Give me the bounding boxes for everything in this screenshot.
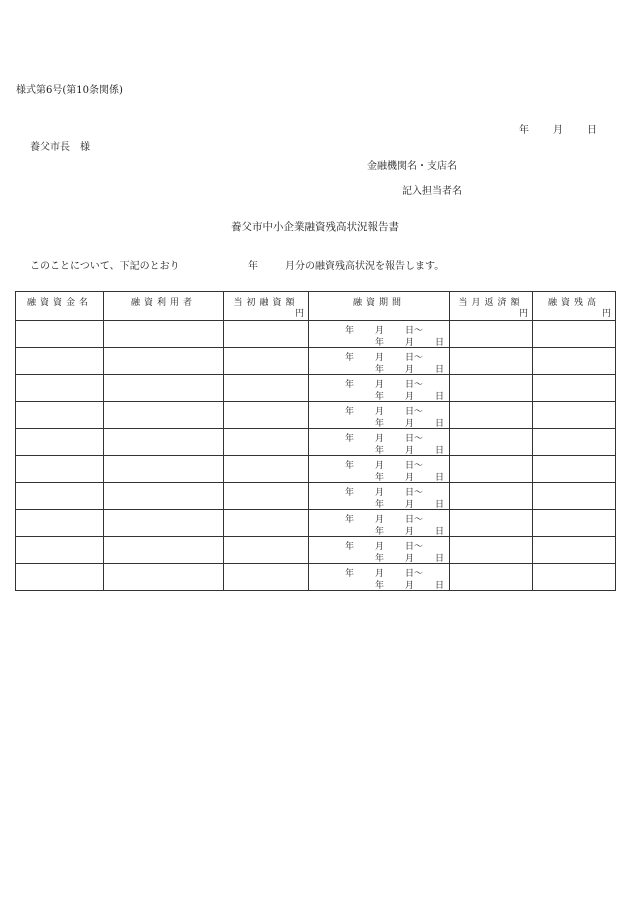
yen-unit: 円 <box>294 309 304 319</box>
initial-amount-cell[interactable] <box>224 321 309 348</box>
period-start: 年 月 日〜 <box>345 569 424 579</box>
balance-cell[interactable] <box>533 402 616 429</box>
repayment-cell[interactable] <box>450 375 533 402</box>
period-cell[interactable] <box>309 321 450 348</box>
date-year: 年 <box>519 125 529 136</box>
header-borrower: 融資利用者 <box>104 292 224 321</box>
period-cell[interactable] <box>309 456 450 483</box>
table-header-row <box>16 292 616 321</box>
period-cell[interactable] <box>309 537 450 564</box>
period-cell[interactable] <box>309 510 450 537</box>
fund-name-cell[interactable] <box>16 564 104 591</box>
initial-amount-cell[interactable] <box>224 510 309 537</box>
borrower-cell[interactable] <box>104 321 224 348</box>
header-initial-amount: 当初融資額 円 <box>224 292 309 321</box>
table-row <box>16 564 616 591</box>
period-start: 年 月 日〜 <box>345 515 424 525</box>
balance-cell[interactable] <box>533 429 616 456</box>
borrower-cell[interactable] <box>104 564 224 591</box>
header-balance: 融資残高 円 <box>533 292 616 321</box>
period-end: 年 月 日 <box>375 392 445 402</box>
period-start: 年 月 日〜 <box>345 542 424 552</box>
period-cell[interactable] <box>309 348 450 375</box>
balance-cell[interactable] <box>533 564 616 591</box>
balance-cell[interactable] <box>533 510 616 537</box>
period-end: 年 月 日 <box>375 473 445 483</box>
bank-name-label: 金融機関名・支店名 <box>367 161 457 172</box>
initial-amount-cell[interactable] <box>224 456 309 483</box>
table-row <box>16 402 616 429</box>
period-cell[interactable] <box>309 375 450 402</box>
borrower-cell[interactable] <box>104 402 224 429</box>
header-repayment: 当月返済額 円 <box>450 292 533 321</box>
table-row <box>16 510 616 537</box>
fund-name-cell[interactable] <box>16 402 104 429</box>
period-cell[interactable] <box>309 429 450 456</box>
table-row <box>16 537 616 564</box>
initial-amount-cell[interactable] <box>224 537 309 564</box>
period-start: 年 月 日〜 <box>345 434 424 444</box>
period-start: 年 月 日〜 <box>345 380 424 390</box>
balance-cell[interactable] <box>533 348 616 375</box>
initial-amount-cell[interactable] <box>224 429 309 456</box>
document-title: 養父市中小企業融資残高状況報告書 <box>231 221 399 233</box>
person-in-charge-label: 記入担当者名 <box>402 186 462 197</box>
period-start: 年 月 日〜 <box>345 326 424 336</box>
borrower-cell[interactable] <box>104 456 224 483</box>
date-line <box>519 121 597 136</box>
period-cell[interactable] <box>309 483 450 510</box>
table-row <box>16 375 616 402</box>
balance-cell[interactable] <box>533 483 616 510</box>
table-row <box>16 429 616 456</box>
fund-name-cell[interactable] <box>16 375 104 402</box>
borrower-cell[interactable] <box>104 375 224 402</box>
borrower-cell[interactable] <box>104 537 224 564</box>
repayment-cell[interactable] <box>450 483 533 510</box>
table-row <box>16 321 616 348</box>
fund-name-cell[interactable] <box>16 483 104 510</box>
repayment-cell[interactable] <box>450 537 533 564</box>
intro-year: 年 <box>248 261 258 272</box>
balance-report-table <box>15 291 616 591</box>
table-row <box>16 456 616 483</box>
period-start: 年 月 日〜 <box>345 488 424 498</box>
fund-name-cell[interactable] <box>16 537 104 564</box>
intro-sentence <box>30 257 444 272</box>
fund-name-cell[interactable] <box>16 456 104 483</box>
fund-name-cell[interactable] <box>16 429 104 456</box>
period-cell[interactable] <box>309 402 450 429</box>
borrower-cell[interactable] <box>104 429 224 456</box>
period-start: 年 月 日〜 <box>345 353 424 363</box>
period-end: 年 月 日 <box>375 581 445 591</box>
fund-name-cell[interactable] <box>16 321 104 348</box>
borrower-cell[interactable] <box>104 510 224 537</box>
initial-amount-cell[interactable] <box>224 402 309 429</box>
table-row <box>16 483 616 510</box>
borrower-cell[interactable] <box>104 348 224 375</box>
date-month: 月 <box>553 125 563 136</box>
borrower-cell[interactable] <box>104 483 224 510</box>
addressee: 養父市長 様 <box>30 142 90 153</box>
period-start: 年 月 日〜 <box>345 461 424 471</box>
period-start: 年 月 日〜 <box>345 407 424 417</box>
period-end: 年 月 日 <box>375 365 445 375</box>
period-end: 年 月 日 <box>375 527 445 537</box>
date-day: 日 <box>587 125 597 136</box>
balance-cell[interactable] <box>533 375 616 402</box>
repayment-cell[interactable] <box>450 429 533 456</box>
period-end: 年 月 日 <box>375 554 445 564</box>
initial-amount-cell[interactable] <box>224 564 309 591</box>
initial-amount-cell[interactable] <box>224 375 309 402</box>
intro-part1: このことについて、下記のとおり <box>30 261 180 272</box>
fund-name-cell[interactable] <box>16 510 104 537</box>
header-fund-name: 融資資金名 <box>16 292 104 321</box>
header-period: 融資期間 <box>309 292 450 321</box>
fund-name-cell[interactable] <box>16 348 104 375</box>
repayment-cell[interactable] <box>450 402 533 429</box>
repayment-cell[interactable] <box>450 321 533 348</box>
yen-unit: 円 <box>601 309 611 319</box>
initial-amount-cell[interactable] <box>224 348 309 375</box>
period-end: 年 月 日 <box>375 500 445 510</box>
period-end: 年 月 日 <box>375 338 445 348</box>
repayment-cell[interactable] <box>450 564 533 591</box>
form-number: 様式第6号(第10条関係) <box>16 85 123 96</box>
balance-cell[interactable] <box>533 321 616 348</box>
period-end: 年 月 日 <box>375 419 445 429</box>
balance-cell[interactable] <box>533 456 616 483</box>
yen-unit: 円 <box>518 309 528 319</box>
intro-part2: 月分の融資残高状況を報告します。 <box>285 261 445 272</box>
repayment-cell[interactable] <box>450 456 533 483</box>
table-row <box>16 348 616 375</box>
balance-cell[interactable] <box>533 537 616 564</box>
initial-amount-cell[interactable] <box>224 483 309 510</box>
period-cell[interactable] <box>309 564 450 591</box>
repayment-cell[interactable] <box>450 348 533 375</box>
repayment-cell[interactable] <box>450 510 533 537</box>
period-end: 年 月 日 <box>375 446 445 456</box>
